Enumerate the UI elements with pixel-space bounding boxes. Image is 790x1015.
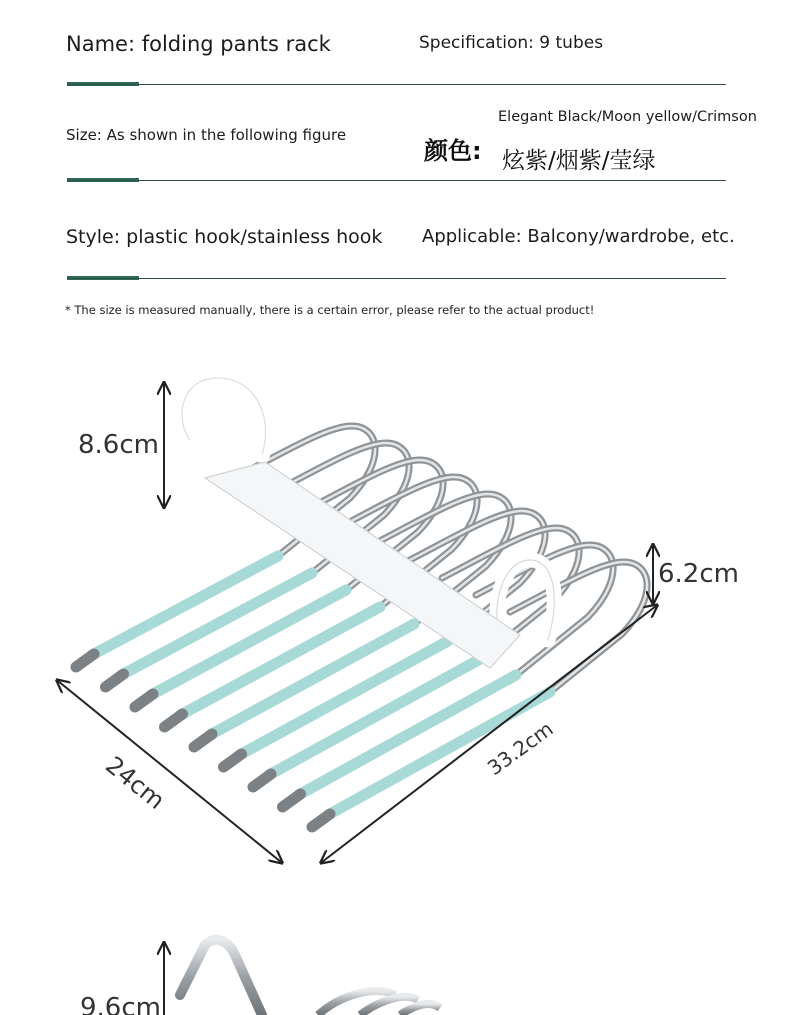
measurement-note: * The size is measured manually, there is a certain error, please refer to the actual product! xyxy=(65,303,595,317)
hook-height-label: 8.6cm xyxy=(78,430,159,460)
hook-height-label-2: 9.6cm xyxy=(80,993,161,1015)
colors-cn: 炫紫/烟紫/莹绿 xyxy=(502,148,656,174)
steel-end-cap xyxy=(283,794,301,807)
steel-end-cap xyxy=(224,754,242,767)
spec-style: Style: plastic hook/stainless hook xyxy=(66,226,383,248)
width-arrow xyxy=(58,681,281,862)
rack-tubes xyxy=(76,426,647,827)
steel-hook xyxy=(180,940,262,1015)
spec-colors-en: Elegant Black/Moon yellow/Crimson xyxy=(498,109,757,125)
rack-height-label: 6.2cm xyxy=(658,559,739,589)
width-label: 24cm xyxy=(100,750,171,815)
steel-end-cap xyxy=(135,694,153,707)
colors-label: 颜色: xyxy=(424,137,482,165)
steel-end-cap xyxy=(106,674,124,687)
spec-specification: Specification: 9 tubes xyxy=(419,33,604,53)
steel-end-cap xyxy=(76,654,94,667)
steel-end-cap xyxy=(165,714,183,727)
steel-end-cap xyxy=(194,734,212,747)
steel-end-cap xyxy=(253,774,271,787)
plastic-hook-left xyxy=(182,378,265,455)
length-label: 33.2cm xyxy=(482,716,558,781)
steel-end-cap xyxy=(312,814,330,827)
spec-name: Name: folding pants rack xyxy=(66,32,331,56)
spec-size: Size: As shown in the following figure xyxy=(66,126,347,144)
spec-applicable: Applicable: Balcony/wardrobe, etc. xyxy=(422,226,735,247)
steel-tube-arc xyxy=(400,1004,440,1015)
